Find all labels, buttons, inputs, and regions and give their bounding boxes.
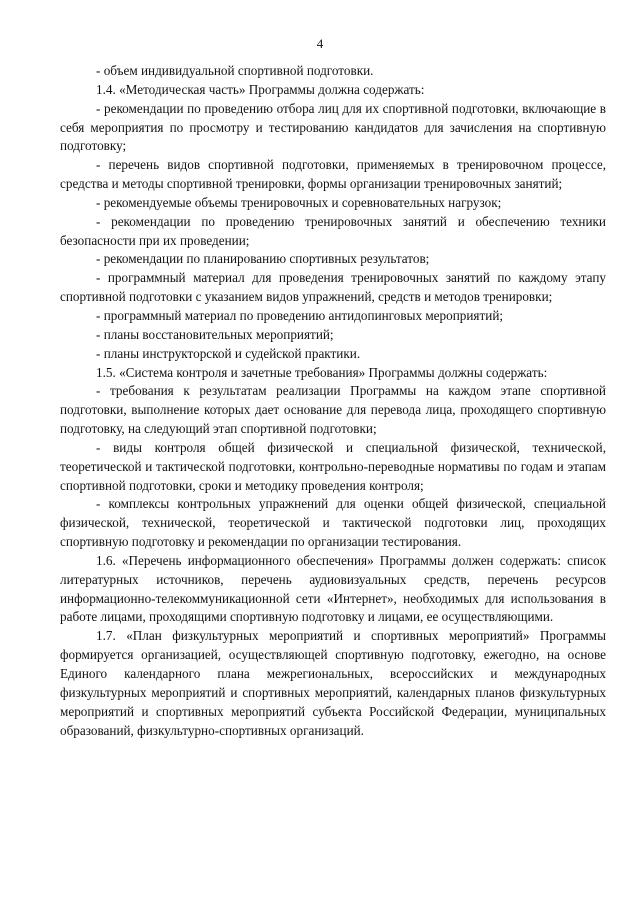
paragraph-9: - программный материал по проведению антидопинговых мероприятий;	[96, 307, 504, 323]
paragraph-2: 1.4. «Методическая часть» Программы должна содержать:	[96, 81, 425, 97]
paragraph-7: - рекомендации по планированию спортивных результатов;	[96, 251, 430, 267]
paragraph-5: - рекомендуемые объемы тренировочных и соревновательных нагрузок;	[96, 194, 502, 210]
paragraph-11: - планы инструкторской и судейской практики.	[96, 345, 361, 361]
paragraph-17: 1.7. «План физкультурных мероприятий и спортивных мероприятий» Программы формируется организацией, осуществляющей спортивную подготовку, ежегодно, на основе Единого календарного плана межрегиональных, всероссийских и международных физкультурных мероприятий и спортивных мероприятий, календарных планов физкультурных мероприятий и спортивных мероприятий субъекта Российской Федерации, муниципальных образований, физкультурно-спортивных организаций.	[60, 628, 606, 738]
paragraph-10: - планы восстановительных мероприятий;	[96, 326, 334, 342]
paragraph-6: - рекомендации по проведению тренировочных занятий и обеспечению техники безопасности при их проведении;	[60, 213, 606, 248]
page-number: 4	[316, 36, 324, 51]
paragraph-15: - комплексы контрольных упражнений для оценки общей физической, специальной физической, технической, теоретической и тактической подготовки лиц, проходящих спортивную подготовку и рекомендации по организации тестирования.	[60, 496, 606, 550]
paragraph-16: 1.6. «Перечень информационного обеспечения» Программы должен содержать: список литературных источников, перечень аудиовизуальных средств, перечень ресурсов информационно-телекоммуникационной сети «Интернет», необходимых для использования в работе лицами, проходящими спортивную подготовку и лицами, ее осуществляющими.	[60, 552, 606, 625]
paragraph-1: - объем индивидуальной спортивной подготовки.	[96, 63, 374, 78]
paragraph-13: - требования к результатам реализации Программы на каждом этапе спортивной подготовки, выполнение которых дает основание для перевода лица, проходящего спортивную подготовку, на следующий этап спортивной подготовки;	[60, 383, 606, 437]
paragraph-14: - виды контроля общей физической и специальной физической, технической, теоретической и тактической подготовки, контрольно-переводные нормативы по годам и этапам спортивной подготовки, сроки и методику проведения контроля;	[60, 439, 606, 493]
paragraph-4: - перечень видов спортивной подготовки, применяемых в тренировочном процессе, средства и методы спортивной тренировки, формы организации тренировочных занятий;	[60, 157, 606, 192]
paragraph-12: 1.5. «Система контроля и зачетные требования» Программы должны содержать:	[96, 364, 548, 380]
paragraph-8: - программный материал для проведения тренировочных занятий по каждому этапу спортивной подготовки с указанием видов упражнений, средств и методов тренировки;	[60, 270, 606, 305]
document-body	[60, 62, 606, 740]
paragraph-3: - рекомендации по проведению отбора лиц для их спортивной подготовки, включающие в себя мероприятия по просмотру и тестированию кандидатов для зачисления на спортивную подготовку;	[60, 100, 606, 154]
